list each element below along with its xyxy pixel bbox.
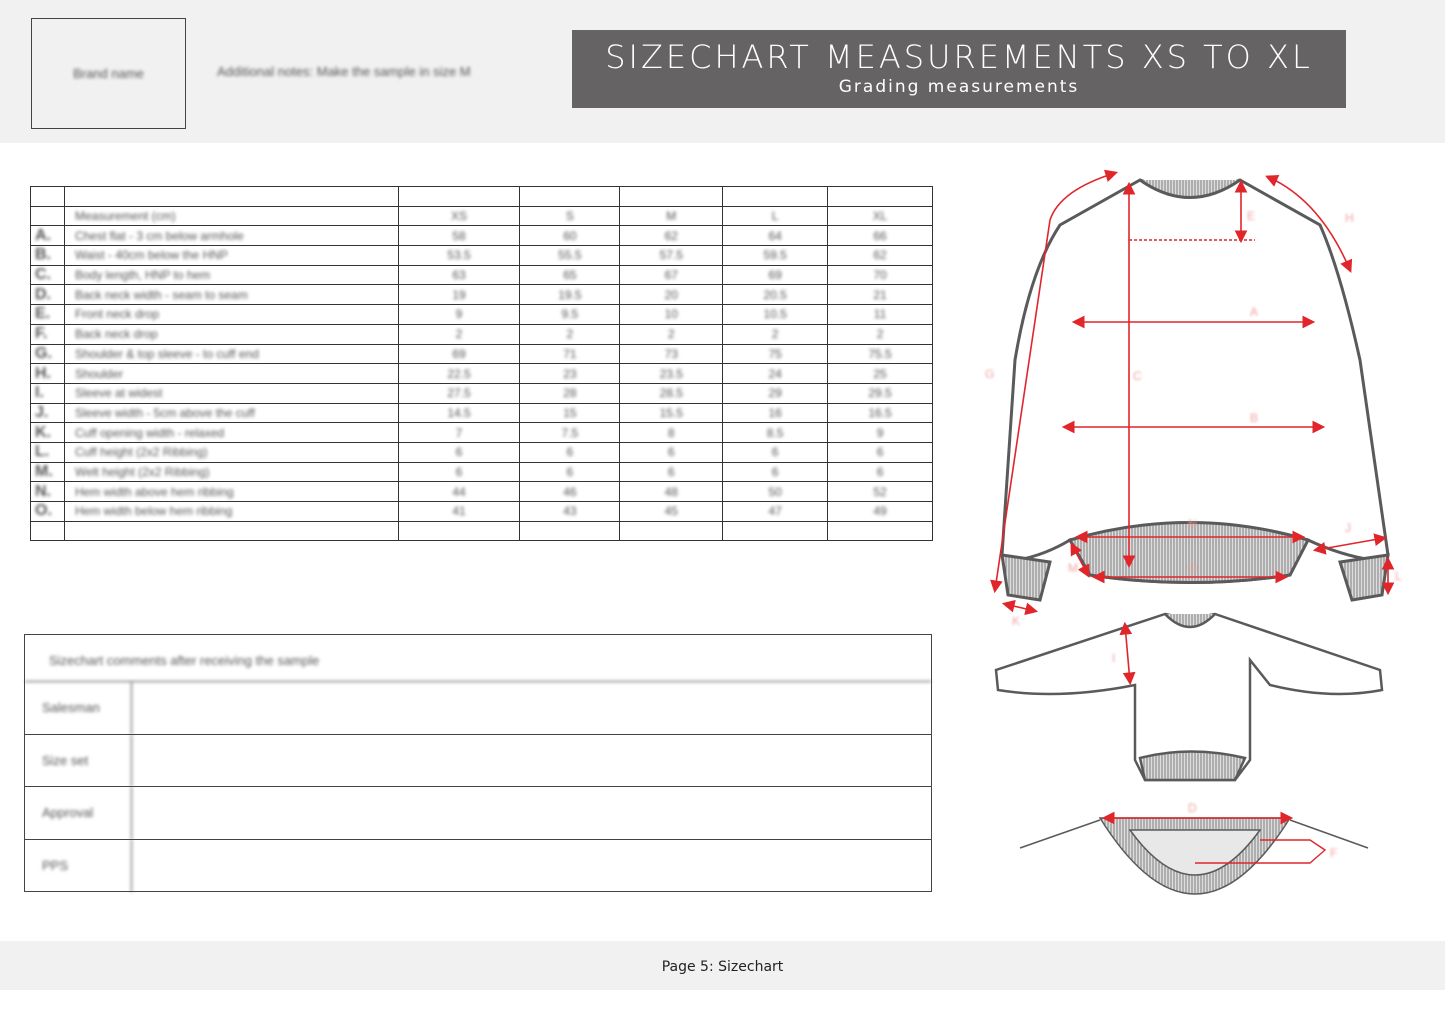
value-cell: 73: [620, 344, 723, 364]
value-cell: [398, 187, 520, 207]
value-cell: 2: [398, 324, 520, 344]
value-cell: 41: [398, 502, 520, 522]
value-cell: 70: [828, 265, 933, 285]
row-label: Sleeve width - 5cm above the cuff: [64, 403, 398, 423]
value-cell: 2: [520, 324, 620, 344]
value-cell: 9: [828, 423, 933, 443]
value-cell: [828, 521, 933, 541]
table-row: [31, 344, 933, 364]
row-letter: F.: [31, 324, 65, 344]
row-letter: C.: [31, 265, 65, 285]
value-cell: 47: [723, 502, 828, 522]
value-cell: 63: [398, 265, 520, 285]
value-cell: 19: [398, 285, 520, 305]
row-letter: N.: [31, 482, 65, 502]
svg-text:B: B: [1250, 411, 1259, 425]
value-cell: 49: [828, 502, 933, 522]
table-row-empty: [31, 521, 933, 541]
letter-cell: [31, 521, 65, 541]
value-cell: 21: [828, 285, 933, 305]
row-letter: O.: [31, 502, 65, 522]
value-cell: 62: [828, 246, 933, 266]
table-row: [31, 383, 933, 403]
comments-row-size-set: [25, 735, 931, 788]
svg-text:G: G: [985, 367, 995, 381]
page-subtitle: Grading measurements: [838, 77, 1080, 97]
value-cell: 66: [828, 226, 933, 246]
row-letter: A.: [31, 226, 65, 246]
side-view: [996, 614, 1382, 780]
value-cell: 7.5: [520, 423, 620, 443]
row-letter: M.: [31, 462, 65, 482]
value-cell: [723, 521, 828, 541]
value-cell: 19.5: [520, 285, 620, 305]
value-cell: [520, 521, 620, 541]
table-row: [31, 305, 933, 325]
value-cell: 6: [723, 442, 828, 462]
svg-text:A: A: [1250, 305, 1259, 319]
value-cell: 16: [723, 403, 828, 423]
table-row: [31, 364, 933, 384]
brand-box: [31, 18, 186, 129]
value-cell: 43: [520, 502, 620, 522]
table-row-empty: [31, 187, 933, 207]
value-cell: 22.5: [398, 364, 520, 384]
value-cell: 50: [723, 482, 828, 502]
comments-table: [24, 634, 932, 892]
svg-text:E: E: [1247, 209, 1256, 223]
value-cell: 9.5: [520, 305, 620, 325]
row-letter: H.: [31, 364, 65, 384]
table-row: [31, 403, 933, 423]
row-letter: K.: [31, 423, 65, 443]
value-cell: 10.5: [723, 305, 828, 325]
value-cell: [620, 187, 723, 207]
value-cell: 57.5: [620, 246, 723, 266]
comments-label: Size set: [25, 735, 132, 787]
value-cell: 29.5: [828, 383, 933, 403]
value-cell: 8: [620, 423, 723, 443]
value-cell: 24: [723, 364, 828, 384]
value-cell: 20: [620, 285, 723, 305]
header-label: Measurement (cm): [64, 206, 398, 226]
sweater-technical-drawing: [960, 150, 1410, 930]
table-row: [31, 482, 933, 502]
row-letter: E.: [31, 305, 65, 325]
size-header: S: [520, 206, 620, 226]
value-cell: 16.5: [828, 403, 933, 423]
table-row: [31, 324, 933, 344]
value-cell: 27.5: [398, 383, 520, 403]
svg-text:F: F: [1330, 846, 1338, 860]
table-row: [31, 265, 933, 285]
row-label: Back neck drop: [64, 324, 398, 344]
value-cell: 55.5: [520, 246, 620, 266]
value-cell: 7: [398, 423, 520, 443]
value-cell: 6: [520, 462, 620, 482]
value-cell: 20.5: [723, 285, 828, 305]
value-cell: 8.5: [723, 423, 828, 443]
table-row: [31, 423, 933, 443]
value-cell: 45: [620, 502, 723, 522]
value-cell: 65: [520, 265, 620, 285]
row-label: Chest flat - 3 cm below armhole: [64, 226, 398, 246]
row-letter: G.: [31, 344, 65, 364]
value-cell: 46: [520, 482, 620, 502]
comments-row-approval: [25, 787, 931, 840]
row-label: Hem width below hem ribbing: [64, 502, 398, 522]
label-cell: [64, 187, 398, 207]
approval-field[interactable]: [132, 787, 931, 839]
row-label: Shoulder: [64, 364, 398, 384]
comments-title: Sizechart comments after receiving the sample: [25, 635, 931, 682]
row-letter: L.: [31, 442, 65, 462]
value-cell: 11: [828, 305, 933, 325]
value-cell: [520, 187, 620, 207]
svg-text:O: O: [1188, 561, 1198, 575]
value-cell: 75: [723, 344, 828, 364]
value-cell: 62: [620, 226, 723, 246]
value-cell: 48: [620, 482, 723, 502]
value-cell: 71: [520, 344, 620, 364]
comments-label: Salesman: [25, 682, 132, 734]
value-cell: 29: [723, 383, 828, 403]
value-cell: 23.5: [620, 364, 723, 384]
value-cell: 6: [828, 442, 933, 462]
row-letter: D.: [31, 285, 65, 305]
svg-text:D: D: [1188, 801, 1197, 815]
value-cell: 15.5: [620, 403, 723, 423]
value-cell: 67: [620, 265, 723, 285]
comments-row-pps: [25, 840, 931, 893]
value-cell: 58: [398, 226, 520, 246]
letter-cell: [31, 206, 65, 226]
row-label: Body length, HNP to hem: [64, 265, 398, 285]
svg-text:I: I: [1112, 651, 1116, 665]
row-label: Welt height (2x2 Ribbing): [64, 462, 398, 482]
label-cell: [64, 521, 398, 541]
value-cell: 23: [520, 364, 620, 384]
value-cell: [398, 521, 520, 541]
row-label: Front neck drop: [64, 305, 398, 325]
svg-text:H: H: [1345, 211, 1354, 225]
size-set-field[interactable]: [132, 735, 931, 787]
value-cell: 69: [398, 344, 520, 364]
value-cell: 14.5: [398, 403, 520, 423]
svg-text:N: N: [1188, 517, 1197, 531]
pps-field[interactable]: [132, 840, 931, 893]
svg-text:J: J: [1345, 521, 1351, 535]
value-cell: 6: [723, 462, 828, 482]
comments-row-salesman: [25, 682, 931, 735]
size-header: XL: [828, 206, 933, 226]
svg-text:L: L: [1395, 569, 1402, 583]
value-cell: 44: [398, 482, 520, 502]
page-footer: Page 5: Sizechart: [0, 941, 1445, 990]
size-header: M: [620, 206, 723, 226]
value-cell: 28: [520, 383, 620, 403]
svg-text:M: M: [1068, 561, 1078, 575]
row-label: Hem width above hem ribbing: [64, 482, 398, 502]
value-cell: 6: [398, 442, 520, 462]
salesman-field[interactable]: [132, 682, 931, 734]
row-letter: B.: [31, 246, 65, 266]
value-cell: 15: [520, 403, 620, 423]
table-row: [31, 462, 933, 482]
row-label: Cuff opening width - relaxed: [64, 423, 398, 443]
size-header: XS: [398, 206, 520, 226]
row-letter: I.: [31, 383, 65, 403]
value-cell: 6: [620, 462, 723, 482]
value-cell: 2: [828, 324, 933, 344]
letter-cell: [31, 187, 65, 207]
table-row: [31, 502, 933, 522]
value-cell: [723, 187, 828, 207]
value-cell: 53.5: [398, 246, 520, 266]
row-label: Cuff height (2x2 Ribbing): [64, 442, 398, 462]
value-cell: 6: [398, 462, 520, 482]
comments-label: PPS: [25, 840, 132, 893]
value-cell: 2: [723, 324, 828, 344]
value-cell: [828, 187, 933, 207]
additional-notes: Additional notes: Make the sample in size M: [217, 64, 471, 79]
row-label: Sleeve at widest: [64, 383, 398, 403]
brand-name: Brand name: [73, 66, 144, 81]
table-row: [31, 285, 933, 305]
size-header: L: [723, 206, 828, 226]
table-row: [31, 246, 933, 266]
measurement-table: [30, 186, 933, 541]
svg-text:K: K: [1012, 614, 1021, 628]
value-cell: 9: [398, 305, 520, 325]
value-cell: 69: [723, 265, 828, 285]
value-cell: 52: [828, 482, 933, 502]
table-row: [31, 442, 933, 462]
value-cell: 10: [620, 305, 723, 325]
table-row: [31, 226, 933, 246]
value-cell: 25: [828, 364, 933, 384]
page-title: SIZECHART MEASUREMENTS XS TO XL: [605, 38, 1313, 76]
table-header-row: [31, 206, 933, 226]
value-cell: 59.5: [723, 246, 828, 266]
title-banner: [572, 30, 1346, 108]
value-cell: 64: [723, 226, 828, 246]
row-letter: J.: [31, 403, 65, 423]
row-label: Waist - 40cm below the HNP: [64, 246, 398, 266]
value-cell: 75.5: [828, 344, 933, 364]
row-label: Shoulder & top sleeve - to cuff end: [64, 344, 398, 364]
row-label: Back neck width - seam to seam: [64, 285, 398, 305]
neck-detail: [1020, 818, 1368, 894]
value-cell: 60: [520, 226, 620, 246]
value-cell: 2: [620, 324, 723, 344]
value-cell: 6: [828, 462, 933, 482]
value-cell: 6: [620, 442, 723, 462]
svg-text:C: C: [1133, 369, 1142, 383]
value-cell: 6: [520, 442, 620, 462]
value-cell: 28.5: [620, 383, 723, 403]
value-cell: [620, 521, 723, 541]
comments-label: Approval: [25, 787, 132, 839]
